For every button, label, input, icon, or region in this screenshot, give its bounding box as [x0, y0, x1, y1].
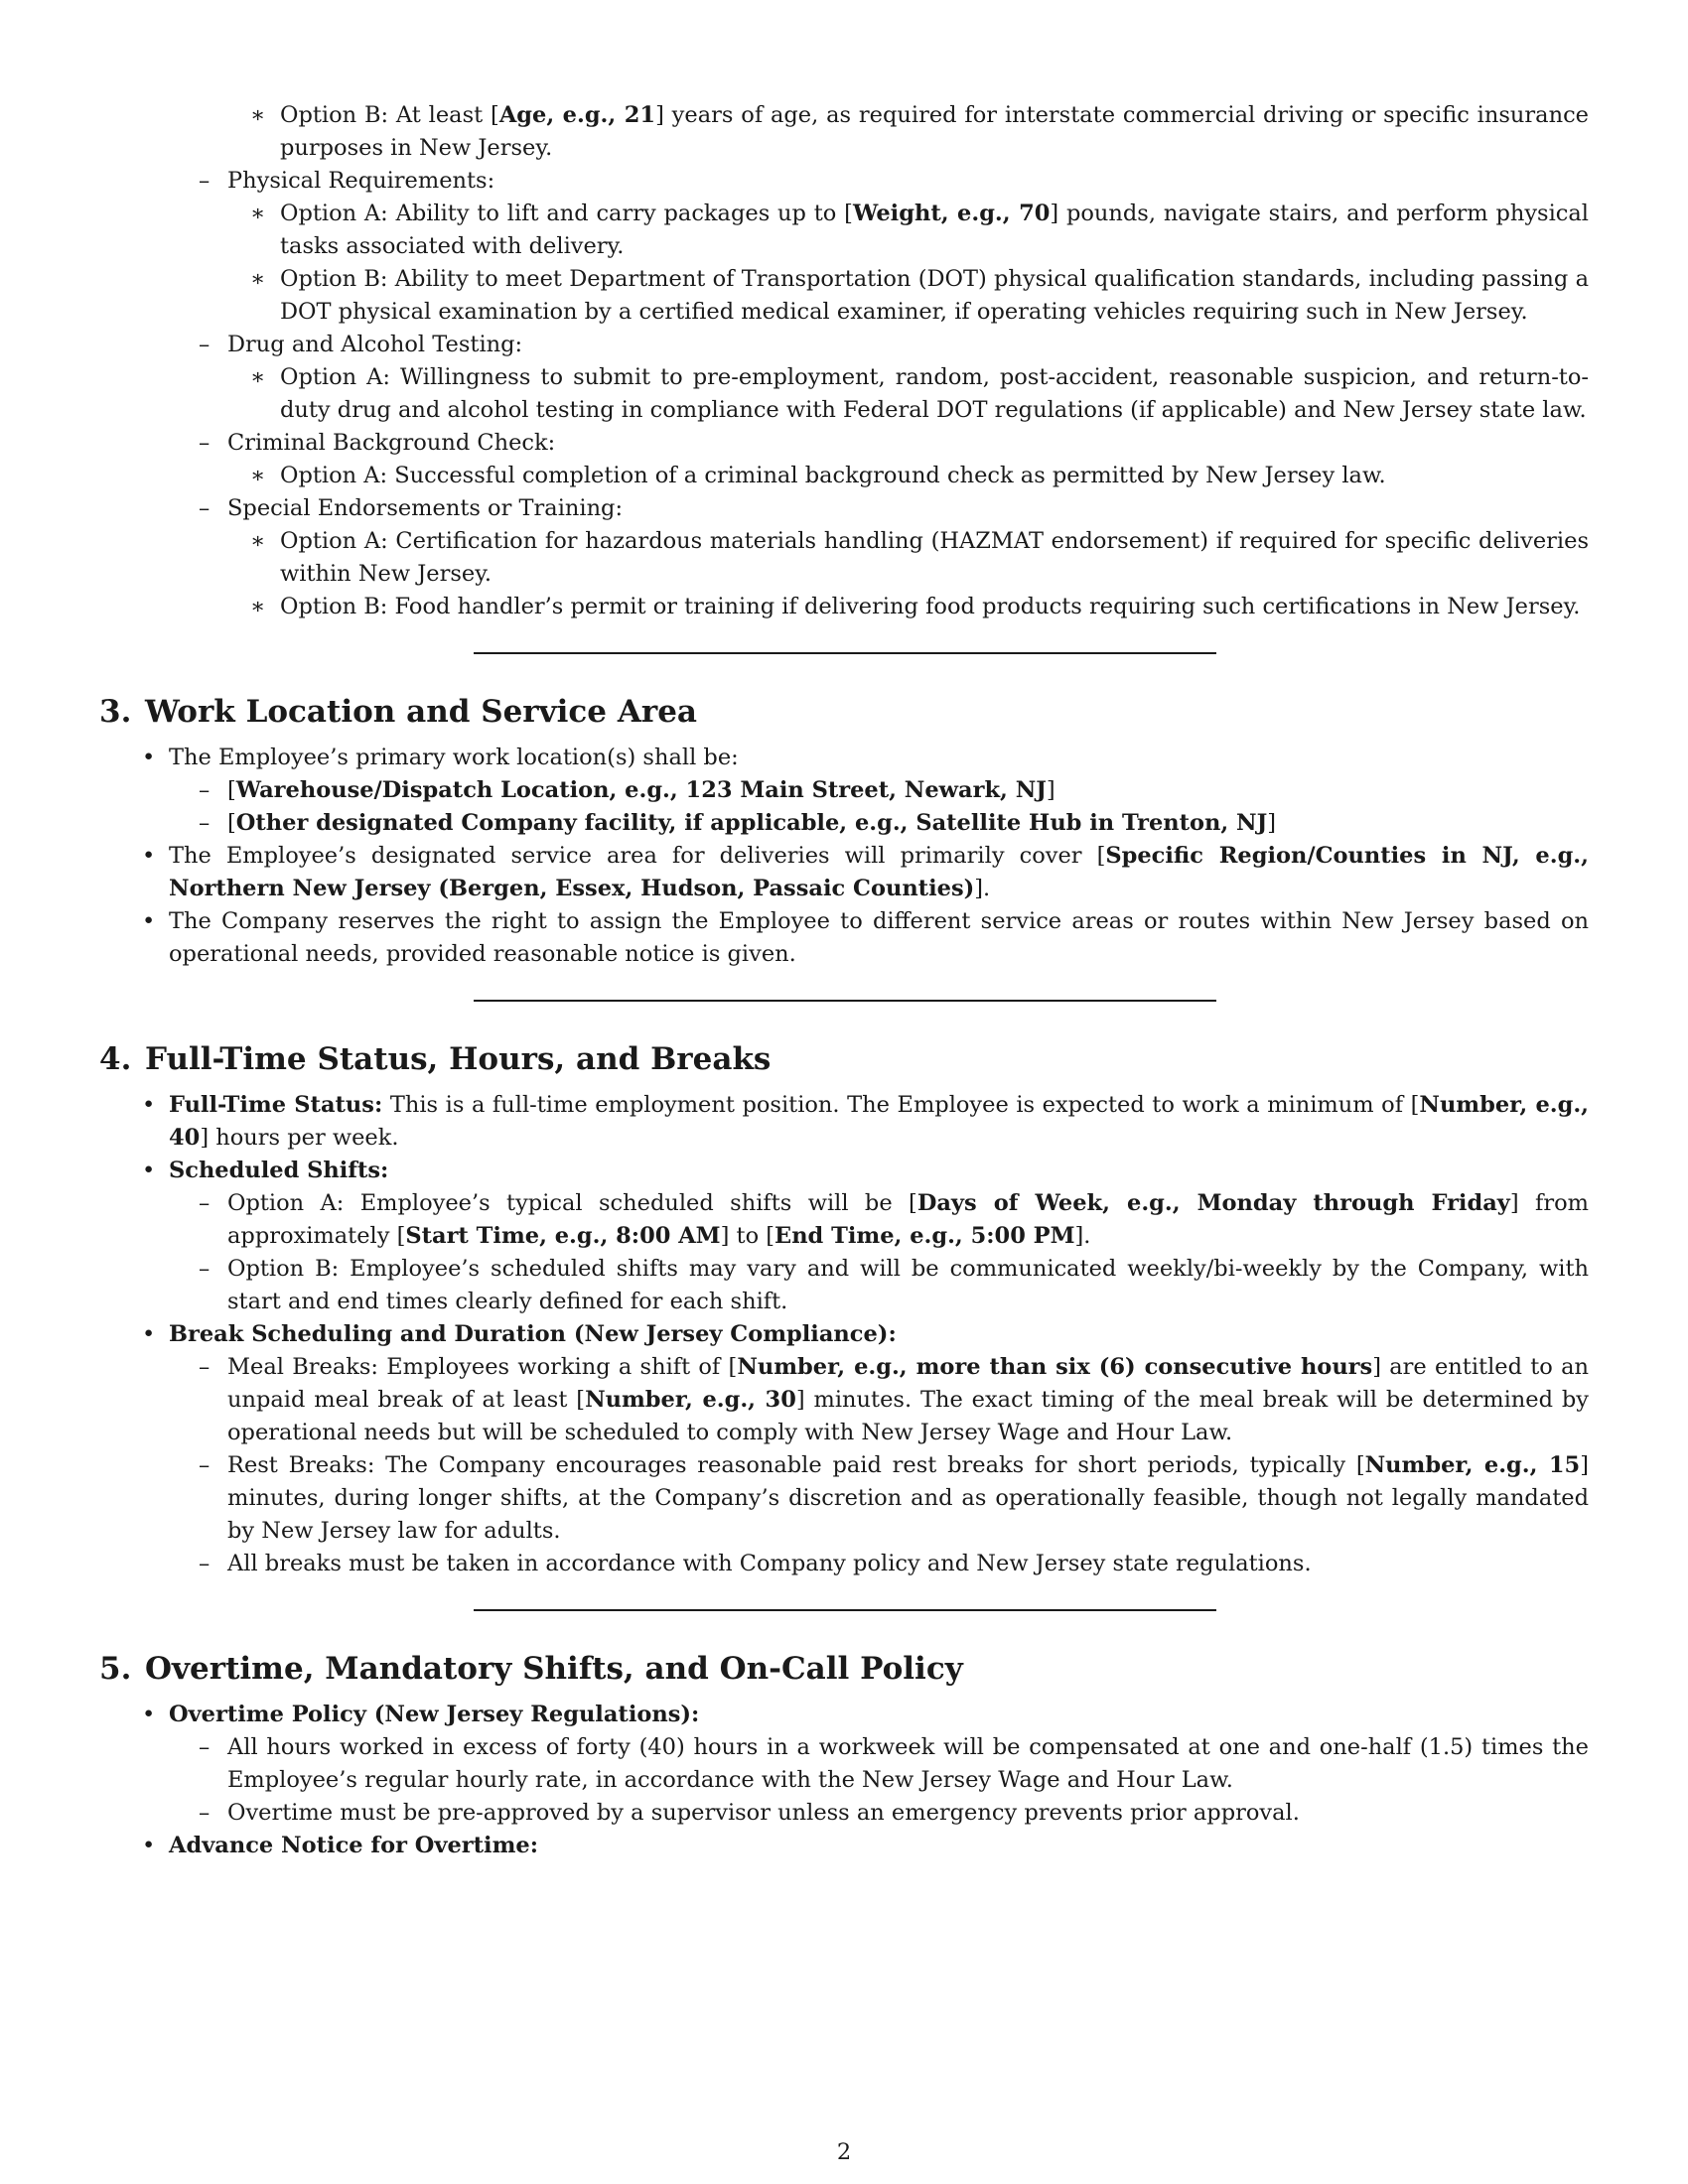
text-run: Option B: Food handler’s permit or training if delivering food products requiring such certifications in New Jersey.	[280, 594, 1581, 619]
bold-text: Age, e.g., 21	[498, 102, 656, 128]
bold-text: Overtime Policy (New Jersey Regulations):	[169, 1702, 700, 1727]
reassignment-right	[169, 905, 1589, 971]
text-run: ] pounds, navigate stairs, and perform physical tasks associated with delivery.	[280, 201, 1590, 259]
section-heading-text: Overtime, Mandatory Shifts, and On-Call Policy	[145, 1651, 963, 1687]
other-facility	[227, 807, 1589, 840]
page-number: 2	[836, 2139, 852, 2165]
text-run: ] from approximately [	[227, 1190, 1589, 1249]
shifts-option-b	[227, 1253, 1589, 1318]
text-run: Option A: Ability to lift and carry packages up to [	[280, 201, 853, 226]
primary-work-location	[169, 742, 1589, 774]
bold-text: Number, e.g., more than six (6) consecutive hours	[737, 1354, 1373, 1380]
text-run: ] hours per week.	[200, 1125, 399, 1151]
bold-text: Scheduled Shifts:	[169, 1158, 389, 1183]
bold-text: Number, e.g., 15	[1364, 1452, 1581, 1478]
scheduled-shifts	[169, 1155, 1589, 1187]
text-run: ].	[1074, 1223, 1091, 1249]
bold-text: Days of Week, e.g., Monday through Friday	[916, 1190, 1510, 1216]
text-run: Special Endorsements or Training:	[227, 495, 624, 521]
section-heading-text: Full-Time Status, Hours, and Breaks	[145, 1041, 772, 1077]
endorsement-option-a	[280, 525, 1589, 591]
text-run: All hours worked in excess of forty (40) hours in a workweek will be compensated at one and one-half (1.5) times the Employee’s regular hourly rate, in accordance with the New Jersey Wage and Hour Law.	[227, 1734, 1589, 1793]
text-run: The Employee’s primary work location(s) shall be:	[169, 745, 739, 770]
text-run: ] minutes, during longer shifts, at the Company’s discretion and as operationally feasible, though not legally mandated by New Jersey law for adults.	[227, 1452, 1589, 1544]
text-run: Option B: Ability to meet Department of Transportation (DOT) physical qualification standards, including passing a DOT physical examination by a certified medical examiner, if operating vehicles requiring such in New Jersey.	[280, 266, 1589, 325]
text-run: ]	[1267, 810, 1277, 836]
warehouse-location	[227, 774, 1589, 807]
bold-text: Number, e.g., 30	[585, 1387, 796, 1413]
text-run: ] are entitled to an unpaid meal break of at least [	[227, 1354, 1589, 1413]
drug-option-a	[280, 361, 1589, 427]
section-divider	[474, 1000, 1216, 1002]
text-run: ]	[1046, 777, 1055, 803]
overtime-rate	[227, 1731, 1589, 1797]
text-run: Option B: At least [	[280, 102, 499, 128]
section-divider	[474, 652, 1216, 654]
text-run: Option A: Willingness to submit to pre-employment, random, post-accident, reasonable suspicion, and return-to-duty drug and alcohol testing in compliance with Federal DOT regulations (if applicable) and New Jersey state law.	[280, 364, 1589, 423]
physical-option-a	[280, 198, 1589, 263]
overtime-approval	[227, 1797, 1589, 1830]
section-divider	[474, 1609, 1216, 1611]
text-run: Drug and Alcohol Testing:	[227, 332, 523, 357]
text-run: The Employee’s designated service area for deliveries will primarily cover [	[169, 843, 1106, 869]
text-run: Meal Breaks: Employees working a shift of [	[227, 1354, 738, 1380]
section-heading-text: Work Location and Service Area	[145, 694, 698, 730]
bold-text: Specific Region/Counties in NJ, e.g., Northern New Jersey (Bergen, Essex, Hudson, Passaic Counties)	[169, 843, 1589, 901]
option-b-age	[280, 99, 1589, 165]
bold-text: Other designated Company facility, if applicable, e.g., Satellite Hub in Trenton, NJ	[235, 810, 1268, 836]
text-run: Physical Requirements:	[227, 168, 495, 194]
bold-text: Number, e.g., 40	[169, 1092, 1590, 1151]
section-number: 5.	[99, 1651, 132, 1687]
physical-option-b	[280, 263, 1589, 329]
text-run: Overtime must be pre-approved by a supervisor unless an emergency prevents prior approval.	[227, 1800, 1300, 1826]
service-area	[169, 840, 1589, 905]
text-run: [	[227, 810, 236, 836]
text-run: Criminal Background Check:	[227, 430, 556, 456]
full-time-status	[169, 1089, 1589, 1155]
document-body	[99, 99, 1589, 1862]
bold-text: End Time, e.g., 5:00 PM	[774, 1223, 1075, 1249]
bold-text: Start Time, e.g., 8:00 AM	[405, 1223, 721, 1249]
background-option-a	[280, 460, 1589, 492]
endorsement-option-b	[280, 591, 1589, 623]
text-run: [	[227, 777, 236, 803]
text-run: Option A: Employee’s typical scheduled shifts will be [	[227, 1190, 917, 1216]
meal-breaks	[227, 1351, 1589, 1449]
text-run: All breaks must be taken in accordance with Company policy and New Jersey state regulations.	[227, 1551, 1312, 1576]
shifts-option-a	[227, 1187, 1589, 1253]
text-run: ].	[974, 876, 991, 901]
bold-text: Weight, e.g., 70	[852, 201, 1051, 226]
bold-text: Advance Notice for Overtime:	[169, 1833, 538, 1858]
advance-notice-overtime	[169, 1830, 1589, 1862]
section-3-title	[99, 692, 1589, 732]
breaks-policy	[227, 1548, 1589, 1580]
physical-requirements	[227, 165, 1589, 198]
text-run: ] years of age, as required for interstate commercial driving or specific insurance purposes in New Jersey.	[280, 102, 1589, 161]
section-number: 3.	[99, 694, 132, 730]
special-endorsements	[227, 492, 1589, 525]
text-run: This is a full-time employment position. The Employee is expected to work a minimum of [	[382, 1092, 1420, 1118]
section-number: 4.	[99, 1041, 132, 1077]
text-run: Option B: Employee’s scheduled shifts may vary and will be communicated weekly/bi-weekly by the Company, with start and end times clearly defined for each shift.	[227, 1256, 1589, 1314]
bold-text: Full-Time Status:	[169, 1092, 383, 1118]
break-scheduling	[169, 1318, 1589, 1351]
text-run: Rest Breaks: The Company encourages reasonable paid rest breaks for short periods, typically [	[227, 1452, 1365, 1478]
text-run: ] minutes. The exact timing of the meal break will be determined by operational needs but will be scheduled to comply with New Jersey Wage and Hour Law.	[227, 1387, 1590, 1445]
text-run: Option A: Certification for hazardous materials handling (HAZMAT endorsement) if required for specific deliveries within New Jersey.	[280, 528, 1589, 587]
criminal-background-check	[227, 427, 1589, 460]
rest-breaks	[227, 1449, 1589, 1548]
text-run: ] to [	[720, 1223, 775, 1249]
text-run: The Company reserves the right to assign the Employee to different service areas or routes within New Jersey based on operational needs, provided reasonable notice is given.	[169, 908, 1589, 967]
bold-text: Break Scheduling and Duration (New Jersey Compliance):	[169, 1321, 897, 1347]
section-5-title	[99, 1649, 1589, 1689]
text-run: Option A: Successful completion of a criminal background check as permitted by New Jersey law.	[280, 463, 1386, 488]
section-4-title	[99, 1039, 1589, 1079]
overtime-policy	[169, 1699, 1589, 1731]
bold-text: Warehouse/Dispatch Location, e.g., 123 Main Street, Newark, NJ	[235, 777, 1047, 803]
drug-alcohol-testing	[227, 329, 1589, 361]
